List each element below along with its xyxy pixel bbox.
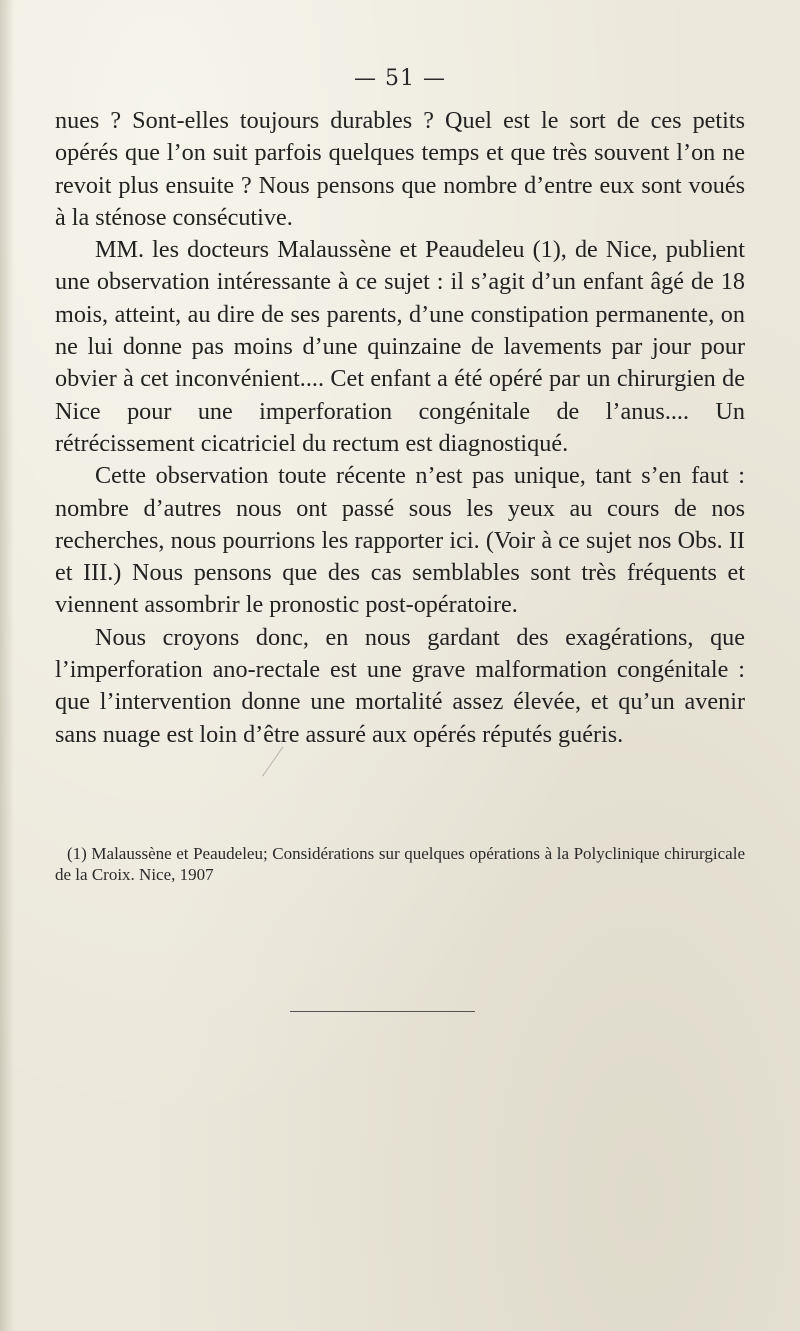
paragraph-observation: MM. les docteurs Malaussène et Peaudeleu (1), de Nice, publient une observation intéressante à ce sujet : il s’agit d’un enfant âgé de 18 mois, atteint, au dire de ses parents, d’une constipation permanente, on ne lui donne pas moins d’une quinzaine de lavements par jour pour obvier à cet inconvénient.... Cet enfant a été opéré par un chirurgien de Nice pour une imperforation congénitale de l’anus.... Un rétrécissement cicatriciel du rectum est diagnostiqué.: [55, 236, 745, 457]
paragraph-frequency: Cette observation toute récente n’est pas unique, tant s’en faut : nombre d’autres nous ont passé sous les yeux au cours de nos recherches, nous pourrions les rapporter ici. (Voir à ce sujet nos Obs. II et III.) Nous pensons que des cas semblables sont très fréquents et viennent assombrir le pronostic post-opératoire.: [55, 462, 745, 619]
footnote-text: (1) Malaussène et Peaudeleu; Considérations sur quelques opérations à la Polyclinique chirurgicale de la Croix. Nice, 1907: [55, 844, 745, 884]
footnote-mark: [262, 747, 283, 777]
footnote: [55, 843, 745, 885]
end-rule: [290, 1011, 475, 1012]
paragraph-conclusion: Nous croyons donc, en nous gardant des exagérations, que l’imperforation ano-rectale est une grave malformation congénitale : que l’intervention donne une mortalité assez élevée, et qu’un avenir sans nuage est loin d’être assuré aux opérés réputés guéris.: [55, 623, 745, 748]
page-edge-shadow: [0, 0, 14, 1331]
body-text: [55, 105, 745, 751]
page-number: — 51 —: [354, 66, 446, 91]
paragraph-continuation: nues ? Sont-elles toujours durables ? Quel est le sort de ces petits opérés que l’on suit parfois quelques temps et que très souvent l’on ne revoit plus ensuite ? Nous pensons que nombre d’entre eux sont voués à la sténose consécutive.: [55, 107, 745, 231]
